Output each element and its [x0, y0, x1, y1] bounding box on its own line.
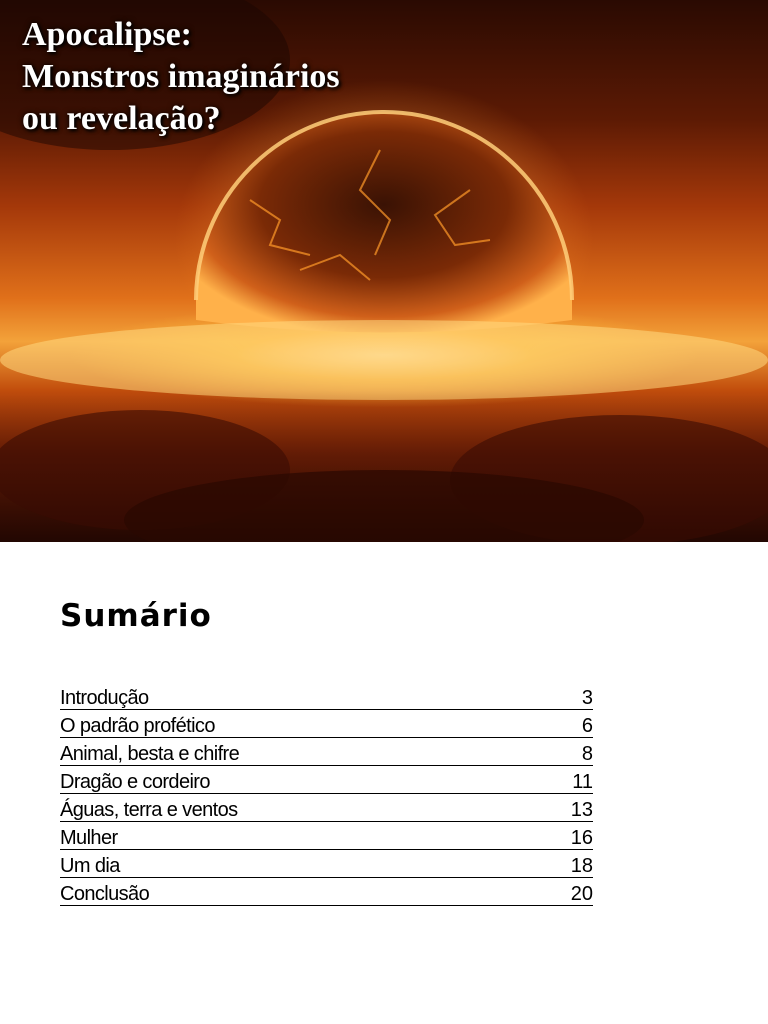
toc-entry-label: O padrão profético	[60, 715, 215, 737]
toc-heading: Sumário	[60, 598, 212, 634]
toc-entry-aguas-terra-ventos[interactable]	[60, 794, 593, 822]
toc-entry-label: Conclusão	[60, 883, 150, 905]
toc-entry-page: 11	[572, 771, 593, 793]
toc-entry-mulher[interactable]	[60, 822, 593, 850]
toc-entry-page: 3	[581, 687, 593, 709]
toc-entry-page: 18	[570, 855, 593, 877]
toc-entry-conclusao[interactable]	[60, 878, 593, 906]
toc-entry-page: 20	[570, 883, 593, 905]
toc-entry-page: 16	[570, 827, 593, 849]
cover-title: Apocalipse: Monstros imaginários ou revelação?	[22, 16, 340, 137]
toc-entry-label: Águas, terra e ventos	[60, 799, 238, 821]
toc-entry-page: 13	[570, 799, 593, 821]
toc-list	[60, 682, 593, 906]
toc-entry-label: Mulher	[60, 827, 118, 849]
toc-entry-label: Introdução	[60, 687, 149, 709]
toc-entry-label: Dragão e cordeiro	[60, 771, 210, 793]
toc-entry-label: Animal, besta e chifre	[60, 743, 240, 765]
toc-entry-padrao-profetico[interactable]	[60, 710, 593, 738]
toc-entry-animal-besta-chifre[interactable]	[60, 738, 593, 766]
toc-entry-page: 6	[581, 715, 593, 737]
toc-entry-page: 8	[581, 743, 593, 765]
toc-entry-um-dia[interactable]	[60, 850, 593, 878]
toc-entry-dragao-cordeiro[interactable]	[60, 766, 593, 794]
toc-entry-introducao[interactable]	[60, 682, 593, 710]
table-of-contents	[60, 598, 593, 906]
toc-entry-label: Um dia	[60, 855, 120, 877]
